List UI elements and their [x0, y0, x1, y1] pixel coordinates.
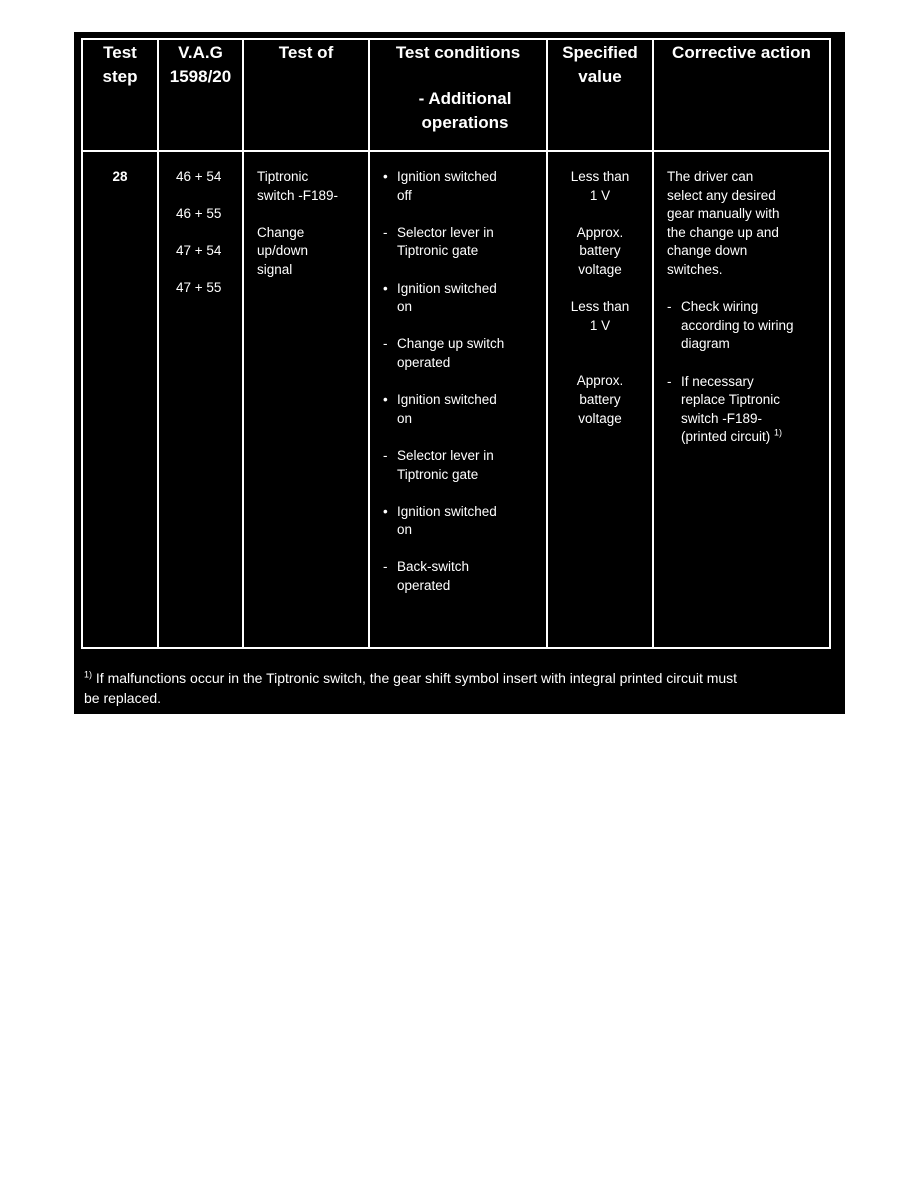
test-of-cell: Tiptronic switch -F189- Change up/down signal: [243, 151, 369, 648]
header-corrective-action: Corrective action: [653, 39, 830, 151]
footnote: $^{1)}$ If malfunctions occur in the Tiptronic switch, the gear shift symbol insert with integral printed circuit must be replaced.: [84, 669, 738, 706]
specified-value: Less than 1 V: [570, 169, 630, 203]
header-test-of: Test of: [243, 39, 369, 151]
vag-terminal: 47 + 55: [176, 279, 222, 295]
specified-value: Approx. battery voltage: [576, 373, 624, 426]
table-row: [82, 151, 830, 648]
corrective-intro: The driver can select any desired gear manually with the change up and change down switches.: [667, 169, 780, 277]
specified-value: Less than 1 V: [570, 299, 630, 333]
header-test-step: Test step: [82, 39, 158, 151]
test-conditions-cell: [369, 151, 547, 648]
vag-terminal: 46 + 54: [176, 169, 222, 184]
condition-item: - Back-switch operated: [383, 559, 470, 594]
header-specified-value: Specified value: [547, 39, 653, 151]
footnote-ref: 1): [774, 427, 783, 438]
corrective-action-cell: [653, 151, 830, 648]
corrective-item: - Check wiring according to wiring diagram: [667, 299, 794, 352]
footnote-marker: 1): [84, 669, 93, 680]
condition-item: • Ignition switched on: [383, 392, 497, 426]
condition-item: • Ignition switched on: [383, 280, 497, 315]
header-test-conditions: Test conditions - Additional operations: [369, 39, 547, 151]
header-row: [82, 39, 830, 151]
vag-terminal: 47 + 54: [176, 242, 222, 258]
test-table: [81, 38, 831, 649]
condition-item: - Selector lever in Tiptronic gate: [383, 224, 494, 259]
specified-value: Approx. battery voltage: [576, 224, 624, 277]
vag-terminals-cell: [158, 151, 243, 648]
condition-item: - Change up switch operated: [383, 336, 505, 370]
condition-item: - Selector lever in Tiptronic gate: [383, 447, 494, 482]
specified-value-cell: [547, 151, 653, 648]
header-vag: V.A.G 1598/20: [158, 39, 243, 151]
test-step-number: 28: [82, 151, 158, 648]
condition-item: • Ignition switched on: [383, 503, 497, 538]
spec-panel: [74, 32, 845, 714]
condition-item: • Ignition switched off: [383, 169, 497, 203]
vag-terminal: 46 + 55: [176, 205, 222, 221]
corrective-item: - If necessary replace Tiptronic switch -F189- (printed circuit) $^{1)}$: [667, 373, 783, 445]
